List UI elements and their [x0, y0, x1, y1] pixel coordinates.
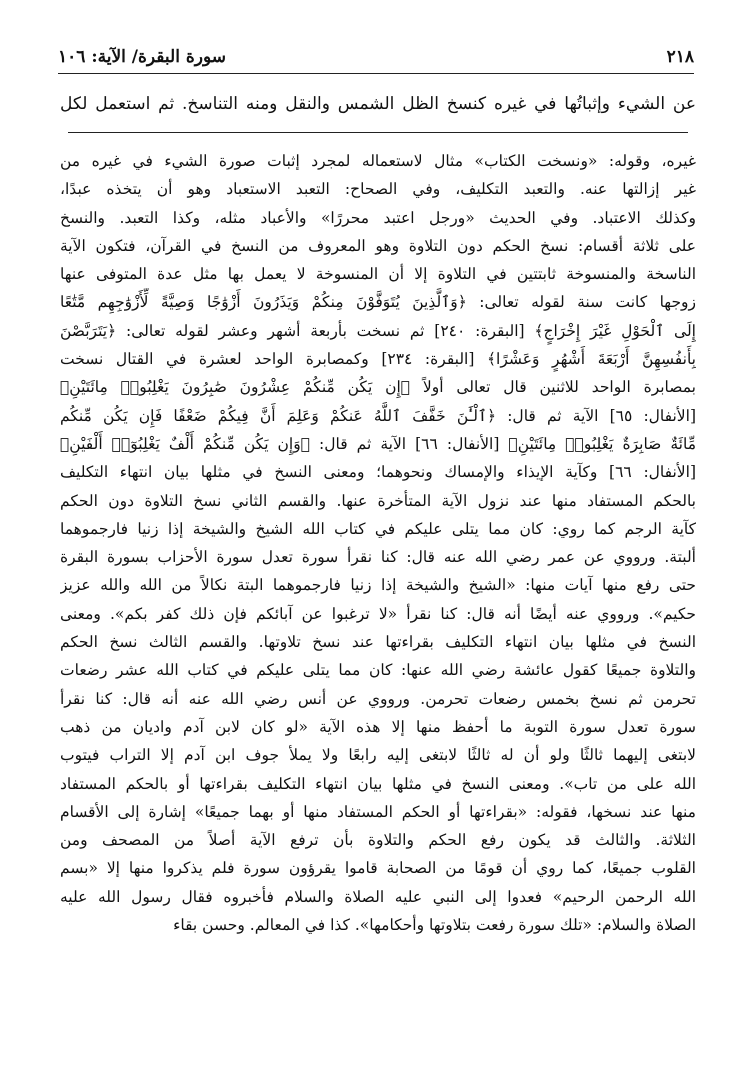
text-line: غير إزالتها عنه. والتعبد التكليف، وفي الصحاح: التعبد الاستعباد وهو أن يتخذه عبدًا، — [60, 180, 696, 199]
text-line: القلوب جميعًا، كما روي أن قومًا من الصحابة قاموا يقرؤون سورة فلم يذكروا منها إلا «بسم — [60, 859, 696, 878]
header-divider — [58, 73, 694, 74]
text-line: إِلَى ٱلْحَوْلِ غَيْرَ إِخْرَاجٍ﴾ [البقرة: ٢٤٠] ثم نسخت بأربعة أشهر وعشر لقوله تعالى: ﴿يَتَرَبَّصْنَ — [60, 321, 696, 340]
text-line: [الأنفال: ٦٥] الآية ثم قال: ﴿ٱلْـَٰٔنَ خَفَّفَ ٱللَّهُ عَنكُمْ وَعَلِمَ أَنَّ فِيكُمْ ضَعْفًا فَإِن يَكُن مِّنكُم — [60, 406, 696, 425]
text-line: الناسخة والمنسوخة ثابتتين في التلاوة إلا أن المنسوخة لا يعمل بها مثل عدة المتوفى عنها — [60, 265, 696, 284]
text-line: لابتغى إليهما ثالثًا ولو أن له ثالثًا لابتغى إليه رابعًا ولا يملأ جوف ابن آدم إلا التراب فيتوب — [60, 746, 696, 765]
surah-title: سورة البقرة/ الآية: ١٠٦ — [58, 47, 226, 67]
text-line: منها عند نسخها، فقوله: «بقراءتها أو الحكم المستفاد منها أو بهما جميعًا» إشارة إلى الأقسام — [60, 802, 696, 821]
text-line: النسخ في مثلها بيان انتهاء التكليف بقراءتها عند نسخ تلاوتها. والقسم الثالث نسخ الحكم — [60, 633, 696, 652]
continuation-line: عن الشيء وإثباتُها في غيره كنسخ الظل الشمس والنقل ومنه التناسخ. ثم استعمل لكل — [60, 94, 696, 114]
text-line: بِأَنفُسِهِنَّ أَرْبَعَةَ أَشْهُرٍ وَعَشْرًا﴾ [البقرة: ٢٣٤] وكمصابرة الواحد لعشرة في القتال نسخت — [60, 350, 696, 369]
text-line: الثلاثة. والثالث قد يكون رفع الحكم والتلاوة بأن ترفع الآية أصلاً من المصحف ومن — [60, 831, 696, 850]
text-line: تحرمن ثم نسخ بخمس رضعات تحرمن. ورووي عن أنس رضي الله عنه أنه قال: كنا نقرأ — [60, 689, 696, 708]
text-line: كآية الرجم كما روي: كان مما يتلى عليكم في كتاب الله الشيخ والشيخة إذا زنيا فارجموهما — [60, 519, 696, 538]
text-line: والتلاوة جميعًا كقول عائشة رضي الله عنها: كان مما يتلى عليكم في كتاب الله عشر رضعات — [60, 661, 696, 680]
text-line: زوجها كانت سنة لقوله تعالى: ﴿وَٱلَّذِينَ يُتَوَفَّوْنَ مِنكُمْ وَيَذَرُونَ أَزْوَٰجًا وَصِيَّةً لِّأَزْوَٰجِهِم مَّتَٰعًا — [60, 293, 696, 312]
text-line: الله الرحمن الرحيم» فعدوا إلى النبي عليه الصلاة والسلام فأخبروه فقال رسول الله عليه — [60, 887, 696, 906]
text-line: مِّائَةٌ صَابِرَةٌ يَغْلِبُوا۟ مِائَتَيْنِ﴾ [الأنفال: ٦٦] الآية ثم قال: ﴿وَإِن يَكُن مِّنكُمْ أَلْفٌ يَغْلِبُوٓا۟ أَلْفَيْنِ﴾ — [60, 434, 696, 453]
text-line: [الأنفال: ٦٦] وكآية الإيذاء والإمساك ونحوهما؛ ومعنى النسخ في مثلها بيان انتهاء التكليف — [60, 463, 696, 482]
text-line: سورة تعدل سورة التوبة ما أحفظ منها إلا هذه الآية «لو كان لابن آدم واديان من ذهب — [60, 717, 696, 736]
page-number: ٢١٨ — [666, 47, 694, 67]
commentary-body — [60, 147, 696, 939]
text-line: حتى رفع منها آيات منها: «الشيخ والشيخة إذا زنيا فارجموهما البتة نكالاً من الله والله عزيز — [60, 576, 696, 595]
text-line: الصلاة والسلام: «تلك سورة رفعت بتلاوتها وأحكامها». كذا في المعالم. وحسن بقاء — [173, 916, 696, 935]
section-divider — [68, 132, 688, 133]
running-header — [58, 44, 694, 70]
text-line: حكيم». ورووي عنه أيضًا أنه قال: كنا نقرأ «لا ترغبوا عن آبائكم فإن ذلك كفر بكم». ومعنى — [60, 604, 696, 623]
text-line: غيره، وقوله: «ونسخت الكتاب» مثال لاستعماله لمجرد إثبات صورة الشيء في غيره من — [60, 152, 696, 170]
text-line: ألبتة. ورووي عن عمر رضي الله عنه قال: كنا نقرأ سورة تعدل سورة الأحزاب بسورة البقرة — [60, 548, 696, 567]
text-line: بالحكم المستفاد منها عند نزول الآية المتأخرة عنها. والقسم الثاني نسخ التلاوة دون الحكم — [60, 491, 696, 510]
text-line: بمصابرة الواحد للاثنين قال تعالى أولاً ﴿إِن يَكُن مِّنكُمْ عِشْرُونَ صَٰبِرُونَ يَغْلِبُوا۟ مِائَتَيْنِ﴾ — [60, 378, 696, 397]
text-line: الله على من تاب». ومعنى النسخ في مثلها بيان انتهاء التكليف بقراءتها أو بالحكم المستفاد — [60, 774, 696, 793]
text-line: على ثلاثة أقسام: نسخ الحكم دون التلاوة وهو المعروف من النسخ في القرآن، فتكون الآية — [60, 236, 696, 255]
text-line: وكذلك الاعتباد. وفي الحديث «ورجل اعتبد محررًا» والأعباد مثله، وكذا التعبد. والنسخ — [60, 208, 696, 227]
